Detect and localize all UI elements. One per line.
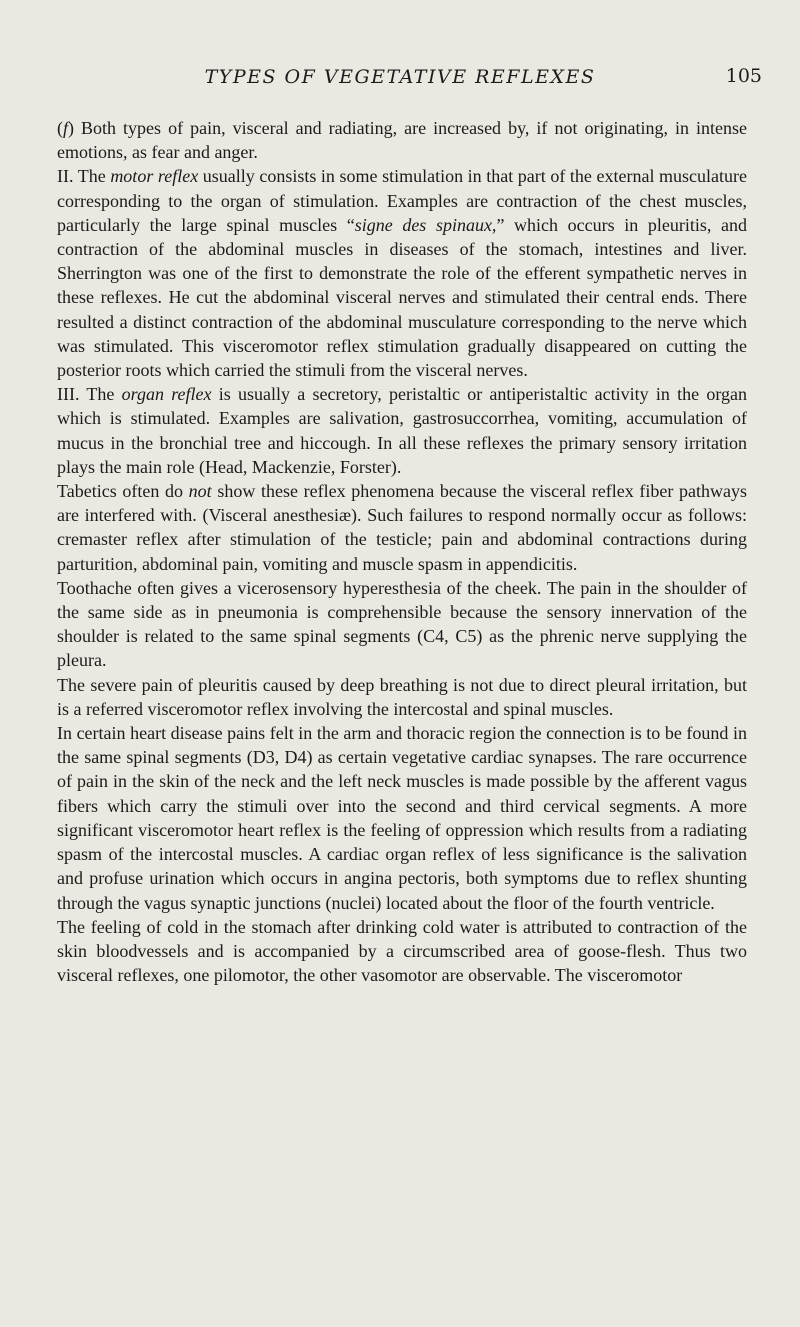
paragraph-cold-stomach: The feeling of cold in the stomach after drinking cold water is attributed to contraction of the skin bloodvessels and is accompanied by a circumscribed area of goose-flesh. Thus two visceral reflexes, one pilomotor, the other vasomotor are observable. The visceromotor [57,916,747,986]
not-emphasis: not [188,481,212,502]
organ-reflex-term: organ reflex [121,384,212,405]
paragraph-tabetics [57,479,747,576]
signe-des-spinaux-term: signe des spinaux, [354,214,497,235]
paragraph-motor-reflex [57,164,747,382]
body-text [57,116,747,987]
paragraph-toothache: Toothache often gives a vicerosensory hyperesthesia of the cheek. The pain in the shoulder of the same side as in pneumonia is comprehensible because the sensory innervation of the shoulder is related to the same spinal segments (C4, C5) as the phrenic nerve supplying the pleura. [57,577,747,671]
paragraph-organ-reflex [57,382,747,479]
paragraph-text-end: show these reflex phenomena because the visceral reflex fiber pathways are interfered with. (Visceral anesthesiæ). Such failures to respond normally occur as follows: cremaster reflex after stimulation of the testicle; pain and abdominal contractions during parturition, abdominal pain, vomiting and muscle spasm in appendicitis. [57,481,748,574]
page-number: 105 [725,65,762,87]
paragraph-heart-disease: In certain heart disease pains felt in the arm and thoracic region the connection is to be found in the same spinal segments (D3, D4) as certain vegetative cardiac synapses. The rare occurrence of pain in the skin of the neck and the left neck muscles is made possible by the afferent vagus fibers which carry the stimuli over into the second and third cervical segments. A more significant visceromotor heart reflex is the feeling of oppression which results from a radiating spasm of the intercostal muscles. A cardiac organ reflex of less significance is the salivation and profuse urination which occurs in angina pectoris, both symptoms due to reflex shunting through the vagus synaptic junctions (nuclei) located about the floor of the fourth ventricle. [57,723,747,913]
paragraph-f-pain [57,116,747,164]
running-title: TYPES OF VEGETATIVE REFLEXES [204,66,596,88]
paragraph-text-start: II. The [57,166,111,187]
motor-reflex-term: motor reflex [110,166,199,187]
paragraph-text-start: III. The [57,384,122,405]
paragraph-pleuritis-pain: The severe pain of pleuritis caused by deep breathing is not due to direct pleural irritation, but is a referred visceromotor reflex involving the intercostal and spinal muscles. [57,674,747,719]
paragraph-marker: f [63,118,69,138]
paragraph-text-end: is usually a secretory, peristaltic or antiperistaltic activity in the organ which is stimulated. Examples are salivation, gastrosuccorrhea, vomiting, accumulation of mucus in the bronchial tree and hiccough. In all these reflexes the primary sensory irritation plays the main role (Head, Mackenzie, Forster). [57,384,747,477]
paragraph-text: ) Both types of pain, visceral and radiating, are increased by, if not originating, in intense emotions, as fear and anger. [57,118,747,163]
paragraph-text-start: Tabetics often do [57,481,189,502]
paragraph-text-middle: usually consists in some stimulation in that part of the external musculature corresponding to the organ of stimulation. Examples are contraction of the chest muscles, particularly the large spinal muscles “ [57,166,747,235]
paragraph-prefix: ( [57,118,63,138]
paragraph-text-end: ” which occurs in pleuritis, and contraction of the abdominal muscles in diseases of the stomach, intestines and liver. Sherrington was one of the first to demonstrate the role of the efferent sympathetic nerves in these reflexes. He cut the abdominal visceral nerves and stimulated their central ends. There resulted a distinct contraction of the abdominal musculature corresponding to the nerve which was stimulated. This visceromotor reflex stimulation gradually disappeared on cutting the posterior roots which carried the stimuli from the visceral nerves. [57,214,747,381]
